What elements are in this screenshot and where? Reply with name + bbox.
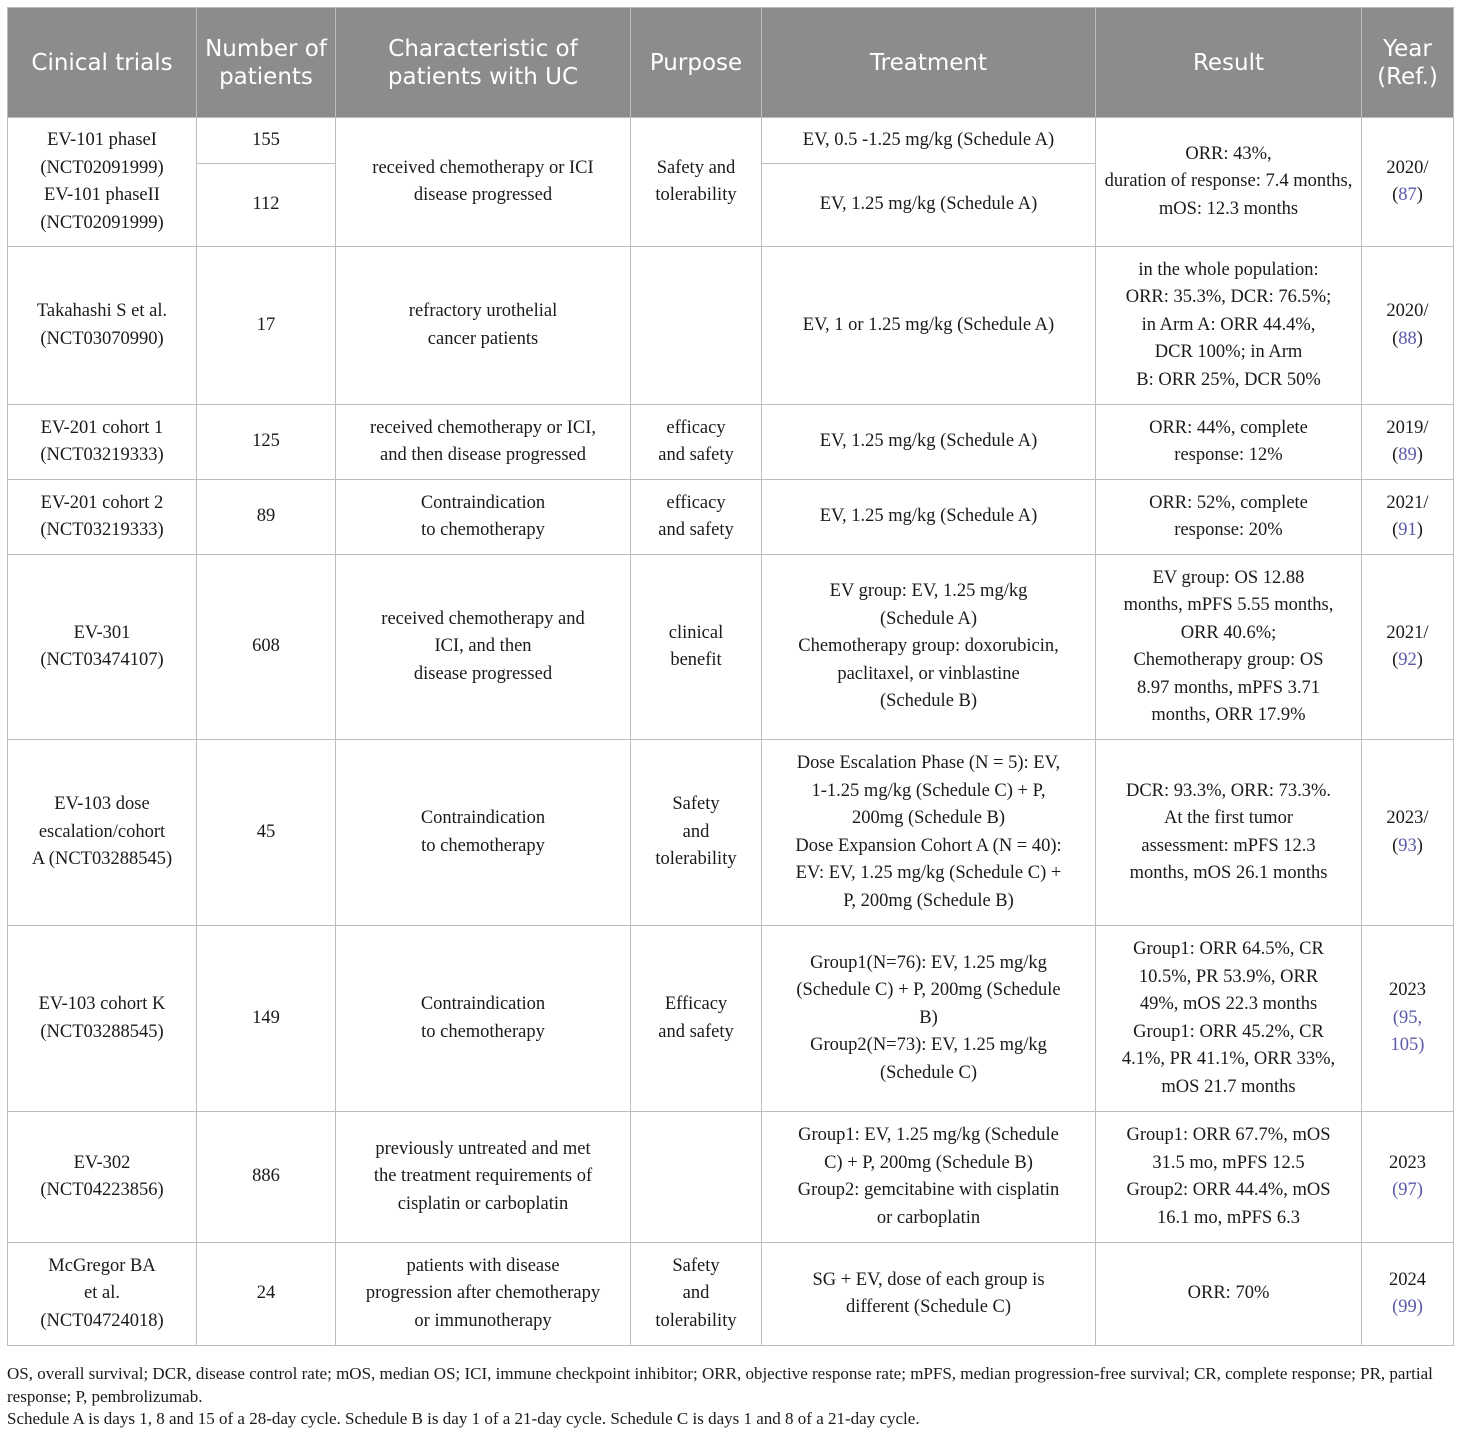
purpose-cell <box>631 247 762 405</box>
year-text: 2023 <box>1389 980 1426 1001</box>
trial-cell: EV-201 cohort 2 (NCT03219333) <box>8 480 197 555</box>
table-row <box>8 405 1454 480</box>
reference-link[interactable]: (97) <box>1392 1180 1423 1200</box>
year-text: 2024 <box>1389 1269 1426 1290</box>
table-body <box>8 118 1454 1346</box>
trial-cell: EV-302 (NCT04223856) <box>8 1112 197 1243</box>
table-footnotes <box>7 1363 1453 1431</box>
patients-cell: 89 <box>197 480 336 555</box>
treatment-cell: EV, 1.25 mg/kg (Schedule A) <box>762 480 1096 555</box>
year-text: 2020/ <box>1386 157 1429 178</box>
result-cell: DCR: 93.3%, ORR: 73.3%. At the first tumor assessment: mPFS 12.3 months, mOS 26.1 months <box>1096 740 1362 926</box>
year-cell: 2020/ (88) <box>1362 247 1454 405</box>
year-cell <box>1362 926 1454 1112</box>
header-purpose: Purpose <box>631 8 762 118</box>
characteristic-cell: Contraindication to chemotherapy <box>336 740 631 926</box>
reference-link[interactable]: 87 <box>1398 185 1417 205</box>
characteristic-cell: Contraindication to chemotherapy <box>336 926 631 1112</box>
year-text: 2020/ <box>1386 301 1429 321</box>
header-trials: Cinical trials <box>8 8 197 118</box>
reference-link[interactable]: 93 <box>1398 835 1417 856</box>
trial-cell <box>8 118 197 247</box>
trial-cell: Takahashi S et al. (NCT03070990) <box>8 247 197 405</box>
treatment-cell: Group1: EV, 1.25 mg/kg (Schedule C) + P, 200mg (Schedule B) Group2: gemcitabine with cisplatin or carboplatin <box>762 1112 1096 1243</box>
characteristic-cell: received chemotherapy or ICI, and then disease progressed <box>336 405 631 480</box>
year-text: 2021/ <box>1386 492 1429 513</box>
treatment-cell: EV, 1.25 mg/kg (Schedule A) <box>762 164 1096 247</box>
table-row <box>8 1243 1454 1346</box>
treatment-cell: SG + EV, dose of each group is different (Schedule C) <box>762 1243 1096 1346</box>
result-cell: EV group: OS 12.88 months, mPFS 5.55 months, ORR 40.6%; Chemotherapy group: OS 8.97 months, mPFS 3.71 months, ORR 17.9% <box>1096 555 1362 740</box>
table-header <box>8 8 1454 118</box>
treatment-cell: EV, 0.5 -1.25 mg/kg (Schedule A) <box>762 118 1096 164</box>
year-cell: 2021/ (92) <box>1362 555 1454 740</box>
reference-link[interactable]: (99) <box>1392 1297 1423 1317</box>
year-cell <box>1362 1112 1454 1243</box>
year-cell <box>1362 1243 1454 1346</box>
header-patients: Number of patients <box>197 8 336 118</box>
year-cell: 2023/ (93) <box>1362 740 1454 926</box>
clinical-trials-table <box>7 7 1454 1346</box>
result-cell: ORR: 70% <box>1096 1243 1362 1346</box>
header-row <box>8 8 1454 118</box>
patients-cell: 886 <box>197 1112 336 1243</box>
patients-cell: 24 <box>197 1243 336 1346</box>
trial-cell: EV-201 cohort 1 (NCT03219333) <box>8 405 197 480</box>
year-cell: 2021/ (91) <box>1362 480 1454 555</box>
trial-cell: EV-103 dose escalation/cohort A (NCT03288545) <box>8 740 197 926</box>
characteristic-cell: previously untreated and met the treatment requirements of cisplatin or carboplatin <box>336 1112 631 1243</box>
characteristic-cell: patients with disease progression after chemotherapy or immunotherapy <box>336 1243 631 1346</box>
treatment-cell: Group1(N=76): EV, 1.25 mg/kg (Schedule C) + P, 200mg (Schedule B) Group2(N=73): EV, 1.25 mg/kg (Schedule C) <box>762 926 1096 1112</box>
patients-cell: 125 <box>197 405 336 480</box>
trial-name: EV-101 phaseI (NCT02091999) <box>40 130 164 178</box>
year-text: 2023 <box>1389 1152 1426 1173</box>
abbreviations-footnote: OS, overall survival; DCR, disease control rate; mOS, median OS; ICI, immune checkpoint inhibitor; ORR, objective response rate; mPFS, median progression-free survival; CR, complete response; PR, partial response; P, pembrolizumab. <box>7 1364 1433 1406</box>
patients-cell: 608 <box>197 555 336 740</box>
table-row <box>8 926 1454 1112</box>
result-cell: Group1: ORR 64.5%, CR 10.5%, PR 53.9%, ORR 49%, mOS 22.3 months Group1: ORR 45.2%, CR 4.1%, PR 41.1%, ORR 33%, mOS 21.7 months <box>1096 926 1362 1112</box>
patients-cell: 112 <box>197 164 336 247</box>
year-text: 2019/ <box>1386 417 1429 438</box>
treatment-cell: Dose Escalation Phase (N = 5): EV, 1-1.25 mg/kg (Schedule C) + P, 200mg (Schedule B) Dose Expansion Cohort A (N = 40): EV: EV, 1.25 mg/kg (Schedule C) + P, 200mg (Schedule B) <box>762 740 1096 926</box>
table-row <box>8 118 1454 164</box>
reference-link[interactable]: 91 <box>1398 520 1417 540</box>
result-cell: ORR: 52%, complete response: 20% <box>1096 480 1362 555</box>
characteristic-cell: received chemotherapy or ICI disease progressed <box>336 118 631 247</box>
result-cell: ORR: 43%, duration of response: 7.4 months, mOS: 12.3 months <box>1096 118 1362 247</box>
table-row <box>8 480 1454 555</box>
table-row <box>8 247 1454 405</box>
result-cell: Group1: ORR 67.7%, mOS 31.5 mo, mPFS 12.5 Group2: ORR 44.4%, mOS 16.1 mo, mPFS 6.3 <box>1096 1112 1362 1243</box>
purpose-cell: efficacy and safety <box>631 405 762 480</box>
trial-cell: EV-301 (NCT03474107) <box>8 555 197 740</box>
patients-cell: 155 <box>197 118 336 164</box>
patients-cell: 45 <box>197 740 336 926</box>
year-text: 2023/ <box>1386 808 1429 828</box>
table-row <box>8 555 1454 740</box>
year-text: 2021/ <box>1386 622 1429 643</box>
patients-cell: 149 <box>197 926 336 1112</box>
table-row <box>8 1112 1454 1243</box>
purpose-cell: Safety and tolerability <box>631 740 762 926</box>
table-row <box>8 740 1454 926</box>
result-cell: ORR: 44%, complete response: 12% <box>1096 405 1362 480</box>
patients-cell: 17 <box>197 247 336 405</box>
reference-link[interactable]: 88 <box>1398 328 1417 349</box>
treatment-cell: EV, 1.25 mg/kg (Schedule A) <box>762 405 1096 480</box>
trial-cell: McGregor BA et al. (NCT04724018) <box>8 1243 197 1346</box>
year-cell: 2020/ (87) <box>1362 118 1454 247</box>
reference-link[interactable]: 92 <box>1398 650 1417 670</box>
characteristic-cell: received chemotherapy and ICI, and then disease progressed <box>336 555 631 740</box>
reference-link[interactable]: 89 <box>1398 445 1417 465</box>
treatment-cell: EV, 1 or 1.25 mg/kg (Schedule A) <box>762 247 1096 405</box>
header-treatment: Treatment <box>762 8 1096 118</box>
purpose-cell: clinical benefit <box>631 555 762 740</box>
purpose-cell: Safety and tolerability <box>631 1243 762 1346</box>
year-cell: 2019/ (89) <box>1362 405 1454 480</box>
purpose-cell: efficacy and safety <box>631 480 762 555</box>
result-cell: in the whole population: ORR: 35.3%, DCR: 76.5%; in Arm A: ORR 44.4%, DCR 100%; in Arm B: ORR 25%, DCR 50% <box>1096 247 1362 405</box>
purpose-cell: Safety and tolerability <box>631 118 762 247</box>
purpose-cell: Efficacy and safety <box>631 926 762 1112</box>
reference-link[interactable]: (95, 105) <box>1390 1007 1425 1056</box>
header-characteristic: Characteristic of patients with UC <box>336 8 631 118</box>
characteristic-cell: refractory urothelial cancer patients <box>336 247 631 405</box>
trial-name: EV-101 phaseII (NCT02091999) <box>40 185 164 233</box>
header-result: Result <box>1096 8 1362 118</box>
schedule-footnote: Schedule A is days 1, 8 and 15 of a 28-day cycle. Schedule B is day 1 of a 21-day cycle. Schedule C is days 1 and 8 of a 21-day cycle. <box>7 1409 920 1428</box>
treatment-cell: EV group: EV, 1.25 mg/kg (Schedule A) Chemotherapy group: doxorubicin, paclitaxel, or vinblastine (Schedule B) <box>762 555 1096 740</box>
header-year: Year (Ref.) <box>1362 8 1454 118</box>
characteristic-cell: Contraindication to chemotherapy <box>336 480 631 555</box>
purpose-cell <box>631 1112 762 1243</box>
trial-cell: EV-103 cohort K (NCT03288545) <box>8 926 197 1112</box>
